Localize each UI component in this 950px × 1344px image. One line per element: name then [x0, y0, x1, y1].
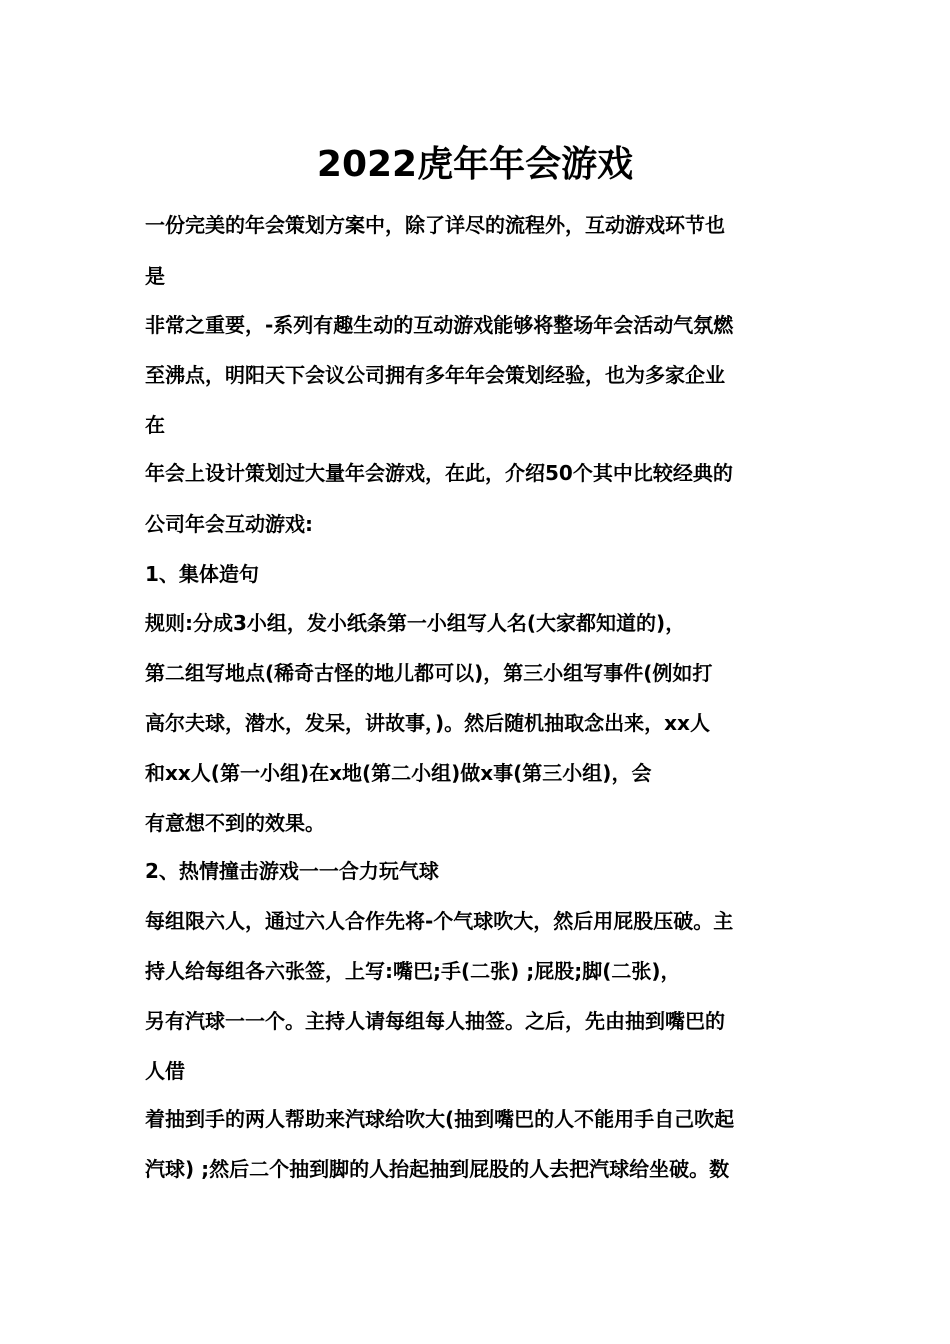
section-heading: 1、集体造句 — [145, 562, 259, 586]
text-line: 和xx人(第一小组)在x地(第二小组)做x事(第三小组)，会 — [145, 761, 652, 785]
text-line: 年会上设计策划过大量年会游戏，在此，介绍50个其中比较经典的 — [145, 461, 733, 485]
text-line: 非常之重要，-系列有趣生动的互动游戏能够将整场年会活动气氛燃 — [145, 313, 734, 337]
text-line: 人借 — [145, 1059, 185, 1083]
text-line: 有意想不到的效果。 — [145, 811, 325, 835]
text-line: 公司年会互动游戏: — [145, 512, 313, 536]
document-title: 2022虎年年会游戏 — [316, 144, 634, 185]
text-line: 每组限六人，通过六人合作先将-个气球吹大，然后用屁股压破。主 — [145, 909, 734, 933]
text-line: 持人给每组各六张签，上写:嘴巴;手(二张) ;屁股;脚(二张)， — [145, 959, 681, 983]
text-line: 另有汽球一一个。主持人请每组每人抽签。之后，先由抽到嘴巴的 — [145, 1009, 725, 1033]
text-line: 着抽到手的两人帮助来汽球给吹大(抽到嘴巴的人不能用手自己吹起 — [145, 1107, 735, 1131]
text-line: 规则:分成3小组，发小纸条第一小组写人名(大家都知道的)， — [145, 611, 686, 635]
text-line: 汽球) ;然后二个抽到脚的人抬起抽到屁股的人去把汽球给坐破。数 — [145, 1157, 730, 1181]
text-line: 至沸点，明阳天下会议公司拥有多年年会策划经验，也为多家企业 — [145, 363, 725, 387]
section-heading: 2、热情撞击游戏一一合力玩气球 — [145, 859, 439, 883]
text-line: 第二组写地点(稀奇古怪的地儿都可以)，第三小组写事件(例如打 — [145, 661, 713, 685]
text-line: 高尔夫球，潜水，发呆，讲故事，)。然后随机抽取念出来，xx人 — [145, 711, 710, 735]
text-line: 一份完美的年会策划方案中，除了详尽的流程外，互动游戏环节也 — [145, 213, 725, 237]
text-line: 是 — [145, 264, 165, 288]
text-line: 在 — [145, 413, 165, 437]
